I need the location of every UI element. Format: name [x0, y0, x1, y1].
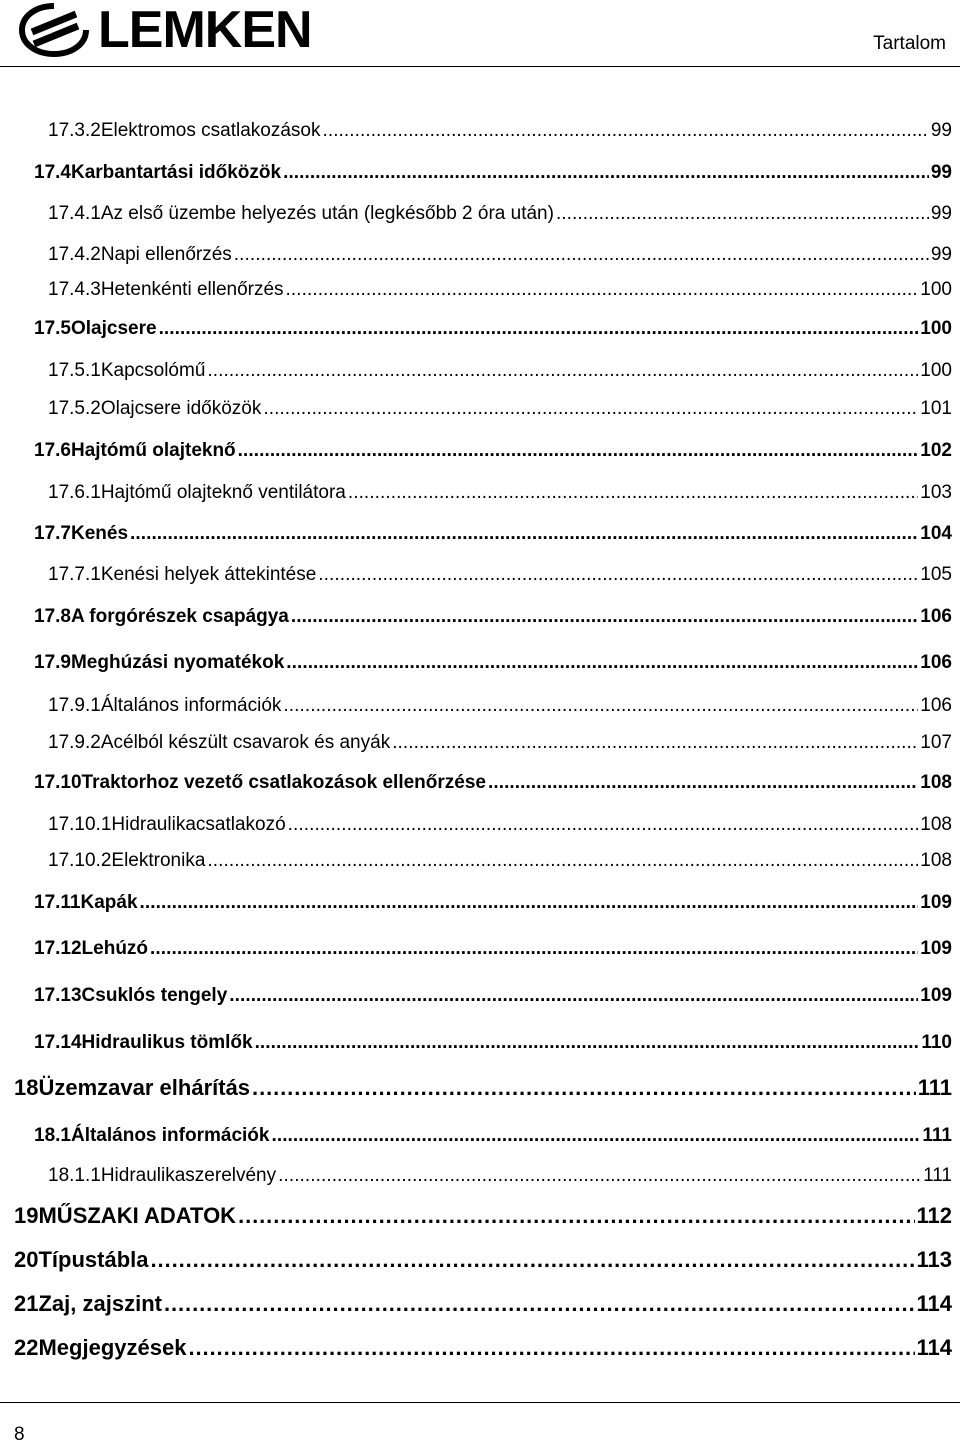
toc-entry[interactable]	[48, 360, 952, 382]
toc-entry-title: Lehúzó	[81, 938, 149, 959]
toc-entry[interactable]	[14, 1335, 952, 1361]
toc-entry[interactable]	[14, 1203, 952, 1229]
toc-entry-number: 21	[14, 1291, 39, 1316]
toc-entry-number: 18.1.1	[48, 1165, 101, 1186]
toc-entry-number: 17.4.3	[48, 279, 101, 300]
toc-dot-leader	[229, 985, 918, 1007]
toc-entry-title: A forgórészek csapágya	[70, 606, 289, 627]
toc-entry-number: 17.10	[34, 772, 82, 793]
toc-entry-page: 111	[917, 1075, 952, 1100]
toc-entry[interactable]	[48, 732, 952, 754]
toc-dot-leader	[286, 279, 919, 301]
toc-entry[interactable]	[48, 564, 952, 586]
toc-entry-number: 18	[14, 1075, 39, 1100]
toc-entry-page: 108	[920, 814, 952, 835]
toc-dot-leader	[159, 318, 919, 340]
section-title: Tartalom	[873, 33, 946, 54]
toc-dot-leader	[252, 1075, 916, 1101]
toc-entry-page: 106	[920, 652, 952, 673]
toc-entry-page: 100	[920, 360, 952, 381]
toc-entry-page: 109	[920, 938, 952, 959]
toc-entry[interactable]	[48, 203, 952, 225]
toc-dot-leader	[207, 360, 918, 382]
toc-entry-title: Csuklós tengely	[81, 985, 228, 1006]
toc-dot-leader	[130, 523, 918, 545]
toc-entry-title: Traktorhoz vezető csatlakozások ellenőrzése	[81, 772, 486, 793]
toc-dot-leader	[255, 1032, 920, 1054]
toc-entry[interactable]	[14, 1075, 952, 1101]
toc-entry-title: Általános információk	[70, 1125, 270, 1146]
toc-dot-leader	[151, 1247, 915, 1273]
toc-entry-page: 104	[920, 523, 952, 544]
toc-entry[interactable]	[34, 162, 952, 184]
toc-dot-leader	[150, 938, 918, 960]
toc-entry-number: 17.9.2	[48, 732, 101, 753]
toc-entry-page: 109	[920, 892, 952, 913]
toc-entry-title: Zaj, zajszint	[38, 1291, 162, 1316]
toc-dot-leader	[348, 482, 918, 504]
toc-entry-number: 17.3.2	[48, 120, 101, 141]
toc-entry-title: Kenési helyek áttekintése	[100, 564, 317, 585]
toc-entry-page: 101	[920, 398, 952, 419]
toc-entry-title: Típustábla	[38, 1247, 149, 1272]
toc-entry-title: Az első üzembe helyezés után (legkésőbb 2 óra után)	[100, 203, 554, 224]
toc-entry-title: Kapák	[80, 892, 138, 913]
toc-entry-page: 111	[922, 1125, 952, 1146]
toc-entry[interactable]	[48, 814, 952, 836]
toc-entry-page: 112	[916, 1203, 952, 1228]
header-divider	[0, 66, 960, 67]
toc-entry[interactable]	[34, 985, 952, 1007]
toc-entry-page: 109	[920, 985, 952, 1006]
page-header	[0, 0, 960, 70]
toc-entry-page: 113	[916, 1247, 952, 1272]
toc-entry[interactable]	[34, 1125, 952, 1147]
toc-entry[interactable]	[34, 440, 952, 462]
toc-entry-number: 17.14	[34, 1032, 82, 1053]
toc-dot-leader	[556, 203, 929, 225]
toc-dot-leader	[283, 695, 918, 717]
toc-entry[interactable]	[48, 244, 952, 266]
footer-divider	[0, 1402, 960, 1403]
toc-entry-title: Elektronika	[111, 850, 206, 871]
toc-entry-number: 17.6	[34, 440, 71, 461]
toc-dot-leader	[140, 892, 919, 914]
toc-entry[interactable]	[48, 279, 952, 301]
toc-entry-title: Hidraulikacsatlakozó	[111, 814, 286, 835]
toc-entry-number: 22	[14, 1335, 39, 1360]
toc-entry-number: 17.13	[34, 985, 82, 1006]
toc-dot-leader	[392, 732, 918, 754]
toc-entry-page: 114	[916, 1291, 952, 1316]
toc-entry-number: 17.12	[34, 938, 82, 959]
toc-entry[interactable]	[48, 850, 952, 872]
toc-entry-title: Napi ellenőrzés	[100, 244, 232, 265]
toc-entry-page: 106	[920, 695, 952, 716]
lemken-emblem-icon	[14, 2, 94, 58]
toc-entry-title: Karbantartási időközök	[70, 162, 282, 183]
toc-entry-number: 17.9.1	[48, 695, 101, 716]
toc-entry[interactable]	[48, 1165, 952, 1187]
toc-entry-page: 110	[921, 1032, 952, 1053]
toc-dot-leader	[238, 1203, 914, 1229]
toc-entry[interactable]	[14, 1291, 952, 1317]
toc-dot-leader	[286, 652, 918, 674]
toc-dot-leader	[238, 440, 919, 462]
toc-entry-number: 17.5.1	[48, 360, 101, 381]
toc-entry-page: 100	[920, 279, 952, 300]
toc-entry-number: 18.1	[34, 1125, 71, 1146]
toc-entry-number: 17.4.2	[48, 244, 101, 265]
toc-entry-number: 17.7.1	[48, 564, 101, 585]
toc-entry[interactable]	[34, 1032, 952, 1054]
toc-entry-page: 103	[920, 482, 952, 503]
toc-entry[interactable]	[48, 398, 952, 420]
toc-entry-page: 108	[920, 850, 952, 871]
toc-entry-number: 20	[14, 1247, 39, 1272]
toc-entry-page: 99	[930, 203, 952, 224]
toc-entry[interactable]	[34, 606, 952, 628]
toc-entry-page: 107	[920, 732, 952, 753]
toc-entry-page: 108	[920, 772, 952, 793]
toc-entry[interactable]	[34, 652, 952, 674]
toc-entry-page: 99	[930, 120, 952, 141]
toc-entry-number: 17.9	[34, 652, 71, 673]
toc-entry-page: 100	[920, 318, 952, 339]
toc-entry-number: 17.7	[34, 523, 71, 544]
toc-entry-page: 105	[920, 564, 952, 585]
toc-entry-title: Kapcsolómű	[100, 360, 206, 381]
toc-entry[interactable]	[48, 695, 952, 717]
toc-dot-leader	[164, 1291, 915, 1317]
toc-dot-leader	[234, 244, 929, 266]
toc-entry-title: Hidraulikaszerelvény	[100, 1165, 277, 1186]
toc-dot-leader	[322, 120, 928, 142]
brand-name: LEMKEN	[98, 1, 312, 59]
toc-entry[interactable]	[48, 120, 952, 142]
toc-entry-page: 111	[923, 1165, 952, 1186]
toc-dot-leader	[207, 850, 918, 872]
toc-entry[interactable]	[34, 938, 952, 960]
toc-entry-page: 106	[920, 606, 952, 627]
toc-dot-leader	[283, 162, 929, 184]
toc-entry-title: Meghúzási nyomatékok	[70, 652, 285, 673]
toc-entry-title: Hetenkénti ellenőrzés	[100, 279, 284, 300]
toc-entry-page: 114	[916, 1335, 952, 1360]
toc-entry-title: Elektromos csatlakozások	[100, 120, 321, 141]
toc-dot-leader	[488, 772, 918, 794]
toc-entry-number: 17.4	[34, 162, 71, 183]
toc-entry[interactable]	[34, 892, 952, 914]
page-number: 8	[14, 1424, 25, 1445]
toc-entry[interactable]	[14, 1247, 952, 1273]
toc-entry-title: Megjegyzések	[38, 1335, 187, 1360]
toc-entry-title: Hajtómű olajteknő ventilátora	[100, 482, 346, 503]
toc-entry-number: 17.5	[34, 318, 71, 339]
toc-entry[interactable]	[34, 318, 952, 340]
toc-entry-number: 17.10.1	[48, 814, 112, 835]
lemken-logo	[14, 1, 312, 59]
toc-entry-number: 17.8	[34, 606, 71, 627]
toc-dot-leader	[188, 1335, 914, 1361]
toc-entry-number: 17.4.1	[48, 203, 101, 224]
toc-entry-number: 17.6.1	[48, 482, 101, 503]
toc-entry-title: Hajtómű olajteknő	[70, 440, 236, 461]
toc-entry-title: Acélból készült csavarok és anyák	[100, 732, 391, 753]
toc-dot-leader	[318, 564, 918, 586]
toc-entry-title: Kenés	[70, 523, 129, 544]
toc-dot-leader	[278, 1165, 921, 1187]
toc-dot-leader	[288, 814, 919, 836]
toc-entry[interactable]	[34, 772, 952, 794]
toc-entry-title: MŰSZAKI ADATOK	[38, 1203, 237, 1228]
toc-entry-number: 17.10.2	[48, 850, 112, 871]
toc-dot-leader	[271, 1125, 920, 1147]
toc-entry-number: 19	[14, 1203, 39, 1228]
toc-entry[interactable]	[48, 482, 952, 504]
toc-dot-leader	[291, 606, 918, 628]
toc-entry-page: 99	[930, 244, 952, 265]
toc-entry-number: 17.11	[34, 892, 81, 913]
toc-dot-leader	[263, 398, 918, 420]
toc-entry-title: Üzemzavar elhárítás	[38, 1075, 251, 1100]
toc-entry-title: Olajcsere	[70, 318, 157, 339]
toc-entry-page: 102	[920, 440, 952, 461]
toc-entry-number: 17.5.2	[48, 398, 101, 419]
toc-entry-title: Hidraulikus tömlők	[81, 1032, 253, 1053]
toc-entry-title: Általános információk	[100, 695, 282, 716]
toc-entry-title: Olajcsere időközök	[100, 398, 262, 419]
toc-entry[interactable]	[34, 523, 952, 545]
toc-entry-page: 99	[930, 162, 952, 183]
